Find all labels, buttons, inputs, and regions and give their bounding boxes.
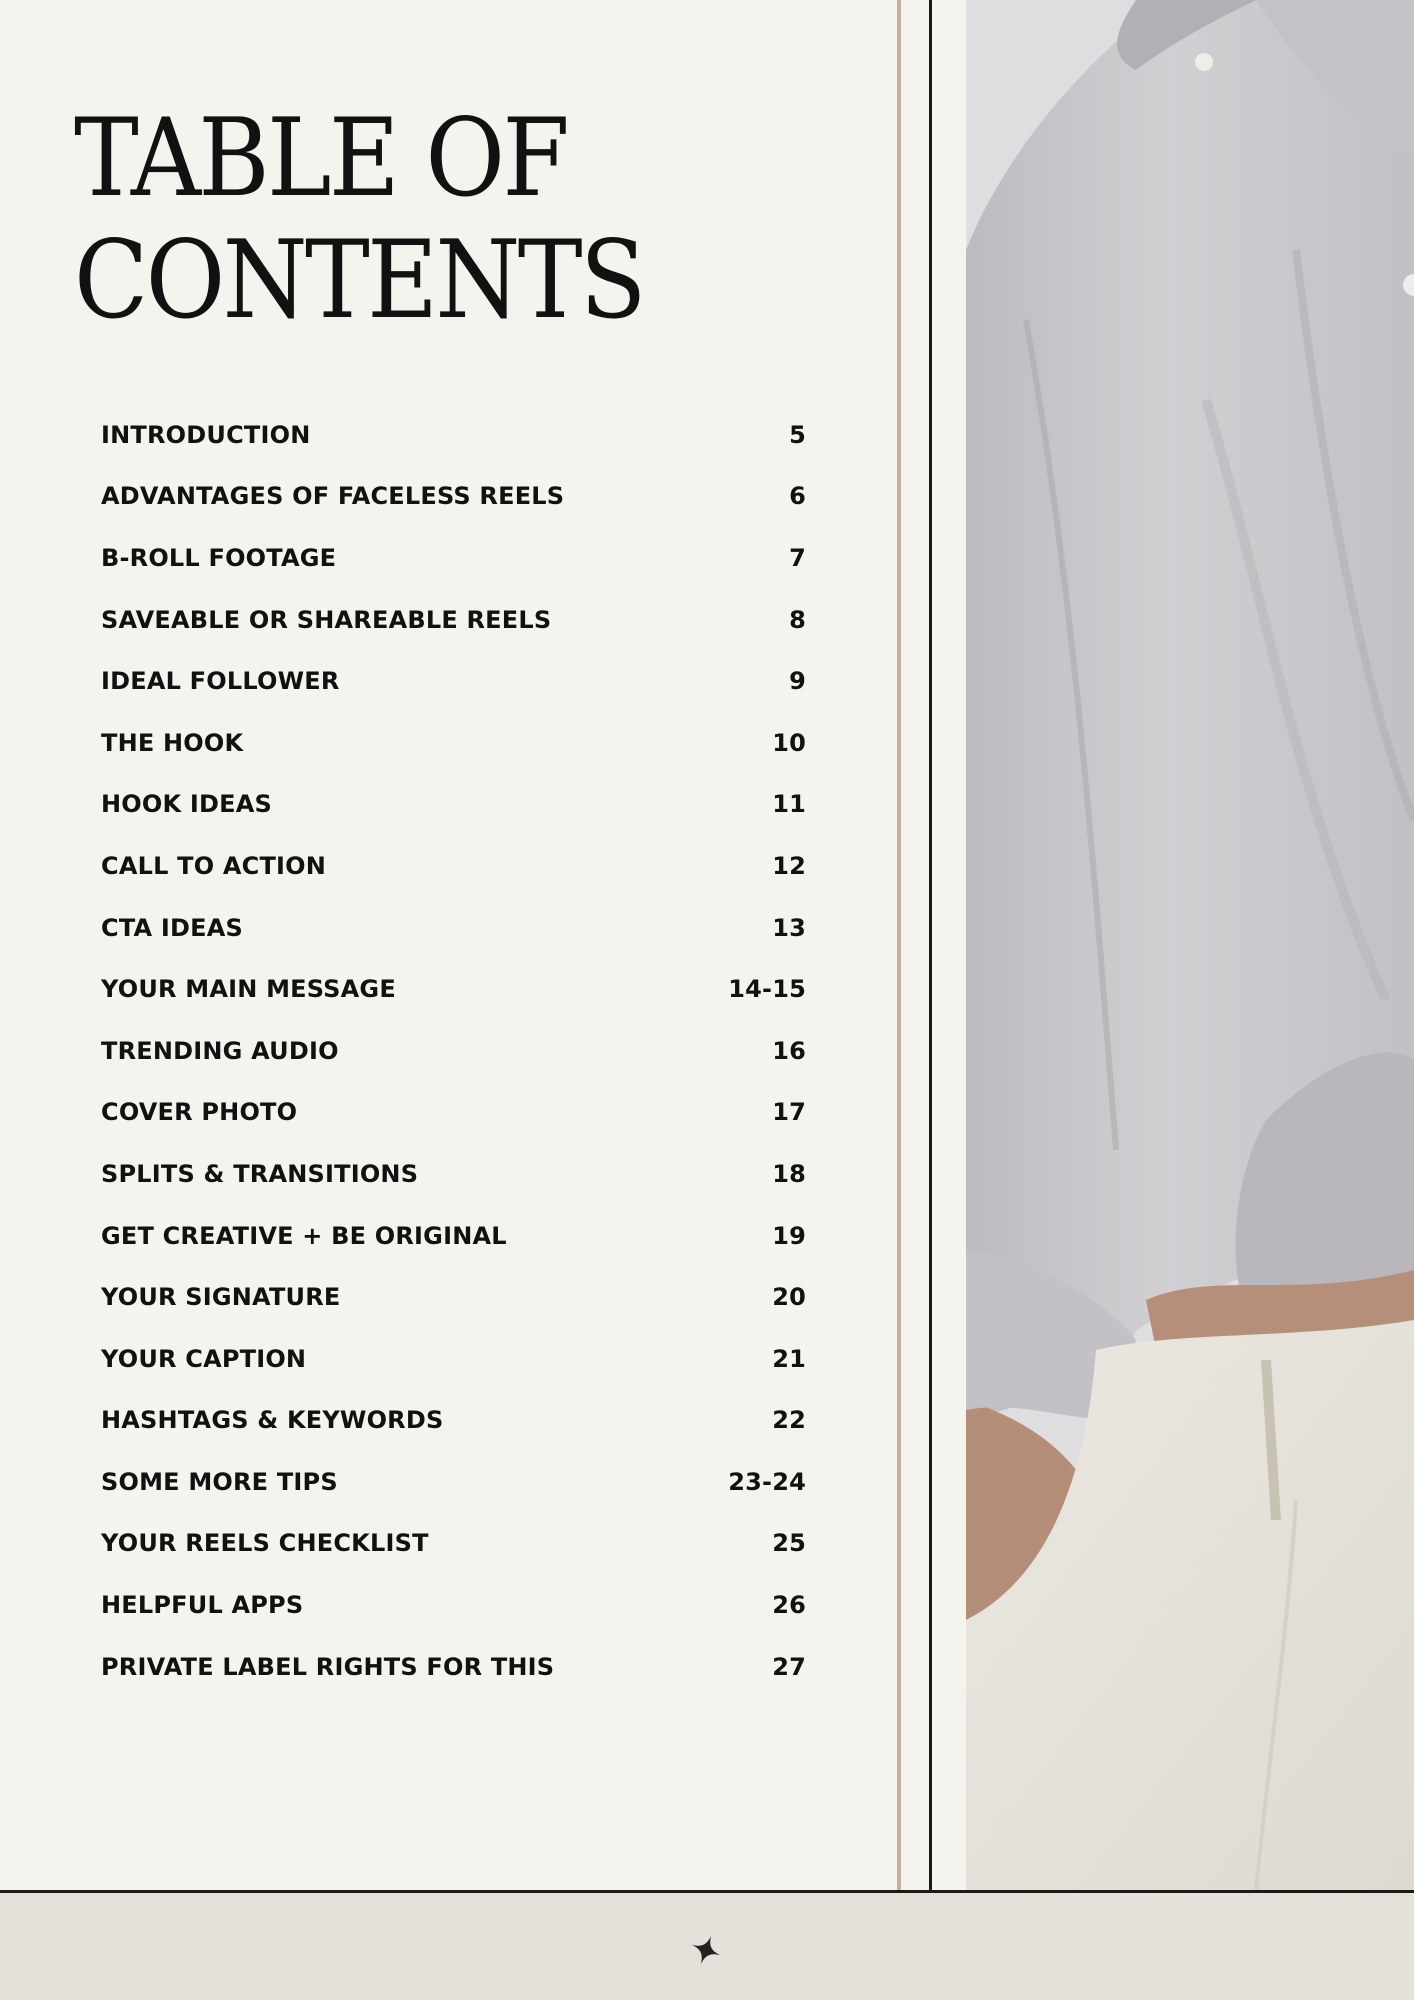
toc-entry-label: GET CREATIVE + BE ORIGINAL: [101, 1221, 507, 1250]
black-divider: [929, 0, 932, 1891]
toc-entry-page: 10: [772, 728, 806, 757]
table-of-contents: [101, 404, 806, 1697]
toc-entry-page: 25: [772, 1529, 806, 1558]
toc-entry-page: 20: [772, 1283, 806, 1312]
toc-entry[interactable]: [101, 1451, 806, 1513]
toc-entry-label: ADVANTAGES OF FACELESS REELS: [101, 482, 565, 511]
toc-entry-page: 22: [772, 1406, 806, 1435]
toc-entry[interactable]: [101, 1636, 806, 1698]
toc-entry-label: TRENDING AUDIO: [101, 1036, 339, 1065]
toc-entry[interactable]: [101, 1205, 806, 1267]
toc-entry-label: YOUR MAIN MESSAGE: [101, 975, 396, 1004]
toc-entry-page: 8: [789, 605, 806, 634]
page-title-line-1: TABLE OF: [74, 96, 568, 221]
shirt-photo: [966, 0, 1414, 1891]
toc-entry-label: COVER PHOTO: [101, 1098, 298, 1127]
star-icon: [689, 1933, 723, 1967]
toc-entry-page: 7: [789, 543, 806, 572]
photo-button: [1195, 53, 1213, 71]
toc-entry[interactable]: [101, 835, 806, 897]
toc-entry-page: 6: [789, 482, 806, 511]
toc-entry-label: PRIVATE LABEL RIGHTS FOR THIS: [101, 1652, 555, 1681]
toc-entry-page: 26: [772, 1591, 806, 1620]
toc-entry[interactable]: [101, 1266, 806, 1328]
toc-entry-label: YOUR REELS CHECKLIST: [101, 1529, 429, 1558]
toc-entry-page: 16: [772, 1036, 806, 1065]
toc-entry[interactable]: [101, 897, 806, 959]
toc-entry-label: YOUR SIGNATURE: [101, 1283, 341, 1312]
toc-entry-label: CALL TO ACTION: [101, 851, 327, 880]
toc-entry[interactable]: [101, 1082, 806, 1144]
page-title-line-2: CONTENTS: [74, 218, 644, 343]
toc-entry[interactable]: [101, 527, 806, 589]
toc-entry-label: THE HOOK: [101, 728, 244, 757]
toc-entry[interactable]: [101, 1328, 806, 1390]
toc-entry[interactable]: [101, 650, 806, 712]
toc-entry-page: 9: [789, 667, 806, 696]
toc-entry-label: HASHTAGS & KEYWORDS: [101, 1406, 444, 1435]
toc-entry[interactable]: [101, 712, 806, 774]
toc-entry-label: INTRODUCTION: [101, 420, 311, 449]
toc-entry[interactable]: [101, 404, 806, 466]
toc-entry-label: SAVEABLE OR SHAREABLE REELS: [101, 605, 552, 634]
toc-entry-page: 18: [772, 1159, 806, 1188]
toc-entry-page: 5: [789, 420, 806, 449]
toc-entry[interactable]: [101, 1513, 806, 1575]
toc-entry-label: SOME MORE TIPS: [101, 1467, 338, 1496]
toc-entry-page: 13: [772, 913, 806, 942]
toc-entry-page: 21: [772, 1344, 806, 1373]
toc-entry[interactable]: [101, 589, 806, 651]
page-title: [74, 98, 644, 342]
toc-entry-label: CTA IDEAS: [101, 913, 243, 942]
toc-entry-label: B-ROLL FOOTAGE: [101, 543, 337, 572]
toc-entry[interactable]: [101, 466, 806, 528]
toc-entry-label: HELPFUL APPS: [101, 1591, 304, 1620]
toc-entry-page: 23-24: [728, 1467, 806, 1496]
toc-entry[interactable]: [101, 1390, 806, 1452]
toc-entry-label: YOUR CAPTION: [101, 1344, 307, 1373]
toc-entry[interactable]: [101, 1020, 806, 1082]
toc-entry-page: 11: [772, 790, 806, 819]
accent-divider: [897, 0, 901, 1891]
toc-entry[interactable]: [101, 1143, 806, 1205]
toc-entry-page: 14-15: [728, 975, 806, 1004]
toc-entry-label: IDEAL FOLLOWER: [101, 667, 340, 696]
toc-entry-page: 19: [772, 1221, 806, 1250]
toc-entry[interactable]: [101, 1574, 806, 1636]
toc-entry-label: HOOK IDEAS: [101, 790, 272, 819]
toc-entry[interactable]: [101, 774, 806, 836]
toc-entry-page: 27: [772, 1652, 806, 1681]
toc-entry-label: SPLITS & TRANSITIONS: [101, 1159, 419, 1188]
toc-entry[interactable]: [101, 958, 806, 1020]
toc-entry-page: 12: [772, 851, 806, 880]
toc-entry-page: 17: [772, 1098, 806, 1127]
